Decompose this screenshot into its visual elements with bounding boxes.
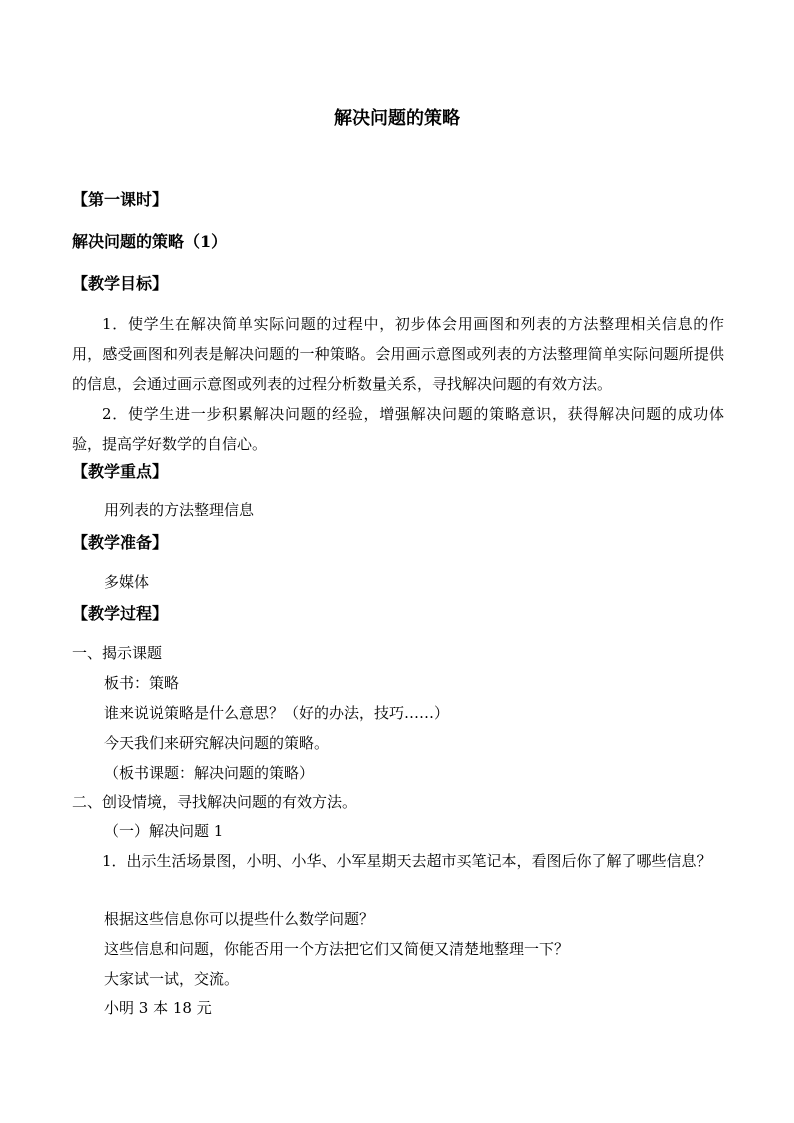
lesson-subtitle: 解决问题的策略（1） xyxy=(72,232,228,251)
step1-line-1: 板书：策略 xyxy=(104,674,180,692)
goals-heading: 【教学目标】 xyxy=(72,274,169,293)
process-heading: 【教学过程】 xyxy=(72,604,169,623)
step1-line-3: 今天我们来研究解决问题的策略。 xyxy=(104,734,330,752)
step1-line-2: 谁来说说策略是什么意思？（好的办法，技巧……） xyxy=(104,704,450,722)
prep-text: 多媒体 xyxy=(104,573,150,591)
step2-line-2: 这些信息和问题，你能否用一个方法把它们又简便又清楚地整理一下？ xyxy=(104,940,570,958)
step2-item-1: 1．出示生活场景图，小明、小华、小军星期天去超市买笔记本，看图后你了解了哪些信息？ xyxy=(102,852,712,870)
step2-sub-1: （一）解决问题 1 xyxy=(104,822,224,840)
step2-line-3: 大家试一试，交流。 xyxy=(104,970,240,988)
step2-line-4: 小明 3 本 18 元 xyxy=(104,999,212,1017)
step1-heading: 一、揭示课题 xyxy=(72,644,163,662)
document-title: 解决问题的策略 xyxy=(334,108,460,129)
lesson-heading: 【第一课时】 xyxy=(72,190,169,209)
prep-heading: 【教学准备】 xyxy=(72,533,169,552)
step1-line-4: （板书课题：解决问题的策略） xyxy=(104,764,315,782)
focus-text: 用列表的方法整理信息 xyxy=(104,501,255,519)
focus-heading: 【教学重点】 xyxy=(72,462,169,481)
step2-line-1: 根据这些信息你可以提些什么数学问题？ xyxy=(104,910,375,928)
goal-paragraph-1: 1．使学生在解决简单实际问题的过程中，初步体会用画图和列表的方法整理相关信息的作用，感受画图和列表是解决问题的一种策略。会用画示意图或列表的方法整理简单实际问题所提供的信息，会通过画示意图或列表的过程分析数量关系，寻找解决问题的有效方法。 xyxy=(72,315,724,393)
goal-paragraph-2: 2．使学生进一步积累解决问题的经验，增强解决问题的策略意识，获得解决问题的成功体验，提高学好数学的自信心。 xyxy=(72,405,724,453)
step2-heading: 二、创设情境，寻找解决问题的有效方法。 xyxy=(72,793,358,811)
